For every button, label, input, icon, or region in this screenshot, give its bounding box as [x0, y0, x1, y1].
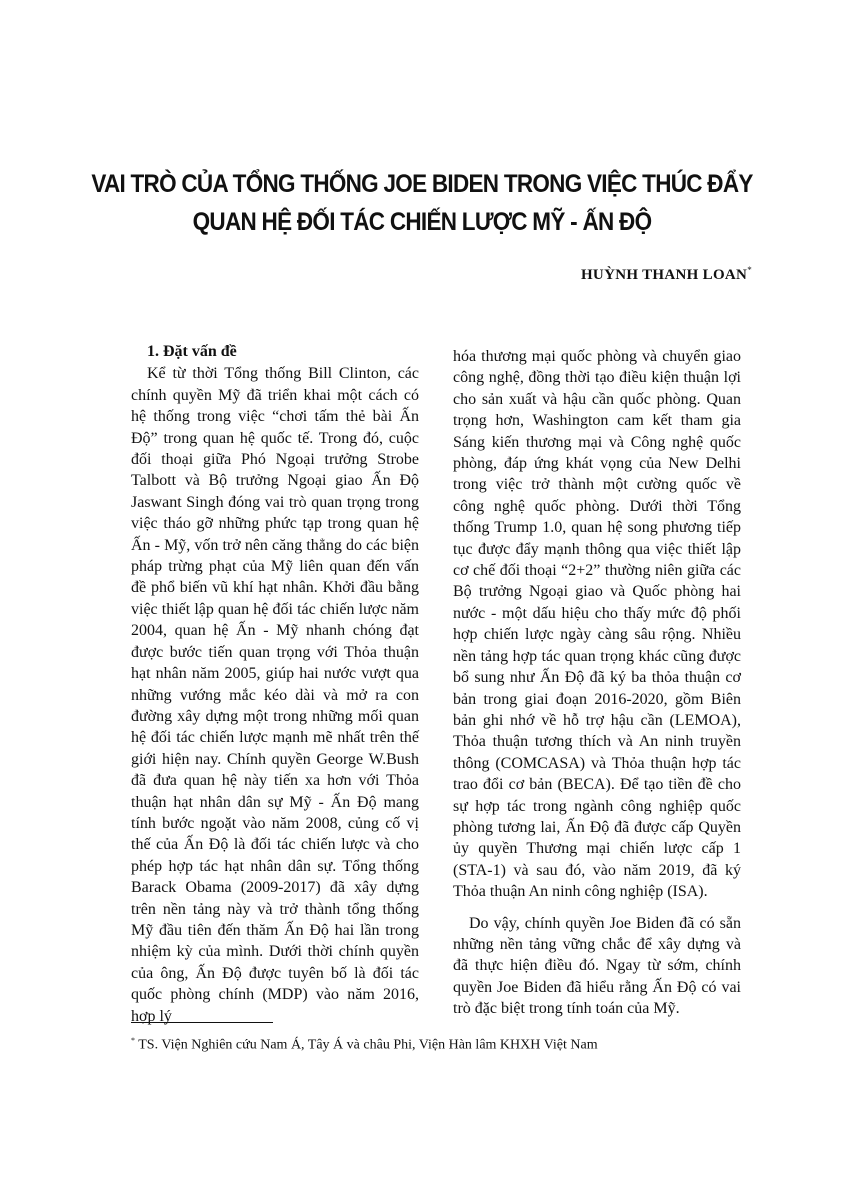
- right-column-paragraph-2: Do vậy, chính quyền Joe Biden đã có sẵn những nền tảng vững chắc để xây dựng và đã thực hiện điều đó. Ngay từ sớm, chính quyền Joe Biden đã hiểu rằng Ấn Độ có vai trò đặc biệt trong tính toán của Mỹ.: [453, 914, 741, 1018]
- article-title-line-1: VAI TRÒ CỦA TỔNG THỐNG JOE BIDEN TRONG VIỆC THÚC ĐẨY: [91, 170, 753, 198]
- author-name: HUỲNH THANH LOAN: [580, 267, 748, 283]
- footnote-marker: *: [131, 1036, 135, 1045]
- left-column-paragraph-1: Kể từ thời Tổng thống Bill Clinton, các chính quyền Mỹ đã triển khai một cách có hệ thống trong việc “chơi tấm thẻ bài Ấn Độ” trong quan hệ quốc tế. Trong đó, cuộc đối thoại giữa Phó Ngoại trưởng Strobe Talbott và Bộ trưởng Ngoại giao Ấn Độ Jaswant Singh đóng vai trò quan trọng trong việc tháo gỡ những phức tạp trong quan hệ Ấn - Mỹ, vốn trở nên căng thẳng do các biện pháp trừng phạt của Mỹ liên quan đến vấn đề phổ biến vũ khí hạt nhân. Khởi đầu bằng việc thiết lập quan hệ đối tác chiến lược năm 2004, quan hệ Ấn - Mỹ nhanh chóng đạt được bước tiến quan trọng với Thỏa thuận hạt nhân năm 2005, giúp hai nước vượt qua những vướng mắc kéo dài và mở ra con đường xây dựng một trong những mối quan hệ đối tác chiến lược mạnh mẽ nhất trên thế giới hiện nay. Chính quyền George W.Bush đã đưa quan hệ này tiến xa hơn với Thỏa thuận hạt nhân dân sự Mỹ - Ấn Độ mang tính bước ngoặt vào năm 2008, củng cố vị thế của Ấn Độ là đối tác chiến lược và cho phép hợp tác hạt nhân dân sự. Tổng thống Barack Obama (2009-2017) đã xây dựng trên nền tảng này và trở thành tổng thống Mỹ đầu tiên đến thăm Ấn Độ hai lần trong nhiệm kỳ của mình. Dưới thời chính quyền của ông, Ấn Độ được tuyên bố là đối tác quốc phòng chính (MDP) vào năm 2016, hợp lý: [131, 365, 419, 1025]
- author-footnote-marker: *: [747, 265, 752, 275]
- right-column: [453, 346, 741, 1020]
- footnote: [131, 1032, 598, 1055]
- article-title-line-2: QUAN HỆ ĐỐI TÁC CHIẾN LƯỢC MỸ - ẤN ĐỘ: [192, 208, 652, 236]
- article-title: [42, 165, 802, 241]
- left-column: [131, 341, 419, 1027]
- footnote-divider: [131, 1022, 273, 1023]
- footnote-text: TS. Viện Nghiên cứu Nam Á, Tây Á và châu Phi, Viện Hàn lâm KHXH Việt Nam: [138, 1037, 598, 1053]
- section-heading: 1. Đặt vấn đề: [147, 343, 237, 360]
- right-column-paragraph-1: hóa thương mại quốc phòng và chuyển giao công nghệ, đồng thời tạo điều kiện thuận lợi cho sản xuất và hậu cần quốc phòng. Quan trọng hơn, Washington cam kết tham gia Sáng kiến thương mại và Công nghệ quốc phòng, đáp ứng khát vọng của New Delhi trong việc trở thành một cường quốc về công nghệ quốc phòng. Dưới thời Tổng thống Trump 1.0, quan hệ song phương tiếp tục được đẩy mạnh thông qua việc thiết lập cơ chế đối thoại “2+2” thường niên giữa các Bộ trưởng Ngoại giao và Quốc phòng hai nước - một dấu hiệu cho thấy mức độ phối hợp chiến lược ngày càng sâu rộng. Nhiều nền tảng hợp tác quan trọng khác cũng được bổ sung như Ấn Độ đã ký ba thỏa thuận cơ bản trong giai đoạn 2016-2020, gồm Biên bản ghi nhớ về hỗ trợ hậu cần (LEMOA), Thỏa thuận tương thích và An ninh truyền thông (COMCASA) và Thỏa thuận hợp tác trao đổi cơ bản (BECA). Để tạo tiền đề cho sự hợp tác trong ngành công nghiệp quốc phòng tương lai, Ấn Độ đã được cấp Quyền ủy quyền Thương mại chiến lược cấp 1 (STA-1) và sau đó, vào năm 2019, đã ký Thỏa thuận An ninh công nghiệp (ISA).: [453, 348, 741, 901]
- author-byline: [581, 265, 752, 284]
